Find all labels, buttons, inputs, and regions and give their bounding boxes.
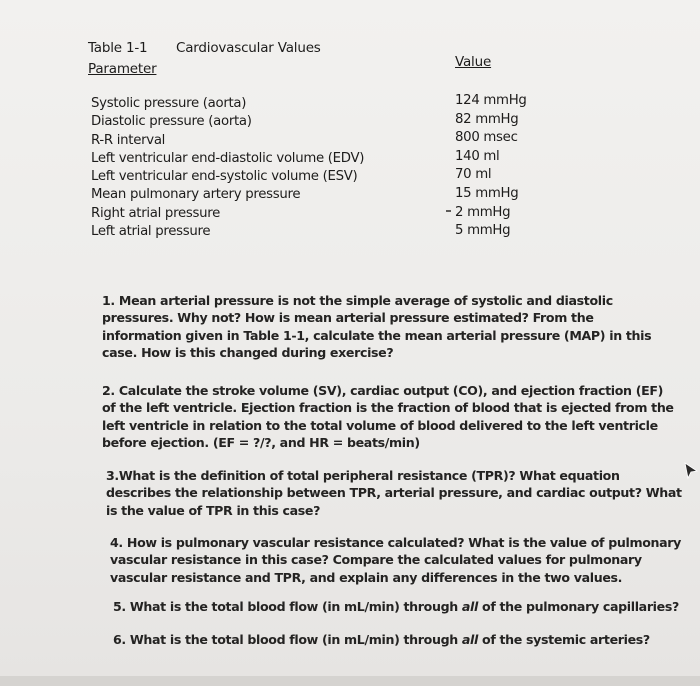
parameter-cell: Mean pulmonary artery pressure [91, 187, 301, 203]
value-cell: 140 ml [455, 148, 500, 164]
question-text: 5. What is the total blood flow (in mL/min) through [113, 599, 462, 614]
parameter-cell: Left ventricular end-systolic volume (ESV) [91, 169, 358, 185]
question-line: 1. Mean arterial pressure is not the simple average of systolic and diastolic [102, 293, 613, 308]
parameter-cell: R-R interval [91, 132, 166, 148]
question-text: of the pulmonary capillaries? [477, 599, 679, 614]
question-line: before ejection. (EF = ?/?, and HR = beats/min) [102, 435, 420, 451]
value-cell: 800 msec [455, 130, 518, 146]
value-cell: 70 ml [455, 167, 492, 183]
question-line: vascular resistance in this case? Compare the calculated values for pulmonary [110, 552, 642, 568]
cursor-arrow-icon [684, 462, 698, 480]
question-3 [106, 467, 682, 519]
question-line: of the left ventricle. Ejection fraction is the fraction of blood that is ejected from the [102, 400, 674, 416]
value-cell: 15 mmHg [455, 185, 519, 201]
question-5 [113, 598, 679, 615]
parameter-cell: Left ventricular end-diastolic volume (EDV) [91, 150, 365, 166]
question-4 [110, 534, 681, 586]
parameter-list [91, 95, 364, 241]
value-cell: 2 mmHg [455, 204, 511, 220]
question-emphasis: all [461, 632, 478, 647]
parameter-cell: Left atrial pressure [91, 224, 211, 240]
question-line: vascular resistance and TPR, and explain any differences in the two values. [110, 569, 623, 585]
question-line: is the value of TPR in this case? [106, 502, 321, 518]
table-caption: Cardiovascular Values [176, 40, 321, 56]
question-1 [102, 292, 651, 362]
question-emphasis: all [461, 599, 478, 614]
page-bottom-edge [0, 676, 700, 686]
question-line: case. How is this changed during exercise? [102, 345, 394, 361]
value-cell: 5 mmHg [455, 223, 511, 239]
question-6 [113, 631, 650, 648]
question-line: pressures. Why not? How is mean arterial pressure estimated? From the [102, 310, 594, 326]
value-cell: 124 mmHg [455, 93, 527, 108]
question-2 [102, 382, 674, 452]
table-title: Table 1-1 [88, 40, 148, 56]
value-list [455, 92, 527, 241]
parameter-cell: Diastolic pressure (aorta) [91, 114, 252, 130]
question-line [113, 598, 679, 615]
question-line: describes the relationship between TPR, arterial pressure, and cardiac output? What [106, 485, 682, 501]
question-line: 4. How is pulmonary vascular resistance calculated? What is the value of pulmonary [110, 535, 682, 550]
parameter-column-header: Parameter [88, 61, 157, 77]
parameter-cell: Right atrial pressure [91, 205, 220, 221]
value-column-header: Value [455, 54, 492, 70]
value-cell: 82 mmHg [455, 111, 519, 127]
question-line: 2. Calculate the stroke volume (SV), cardiac output (CO), and ejection fraction (EF) [102, 383, 664, 398]
question-line: information given in Table 1-1, calculate the mean arterial pressure (MAP) in this [102, 327, 652, 343]
parameter-cell: Systolic pressure (aorta) [91, 96, 247, 111]
question-line: 3.What is the definition of total peripheral resistance (TPR)? What equation [106, 468, 620, 483]
question-text: of the systemic arteries? [477, 632, 650, 647]
stray-mark [446, 210, 451, 212]
question-line [113, 631, 650, 648]
question-text: 6. What is the total blood flow (in mL/min) through [113, 632, 462, 647]
question-line: left ventricle in relation to the total volume of blood delivered to the left ventricle [102, 417, 658, 433]
